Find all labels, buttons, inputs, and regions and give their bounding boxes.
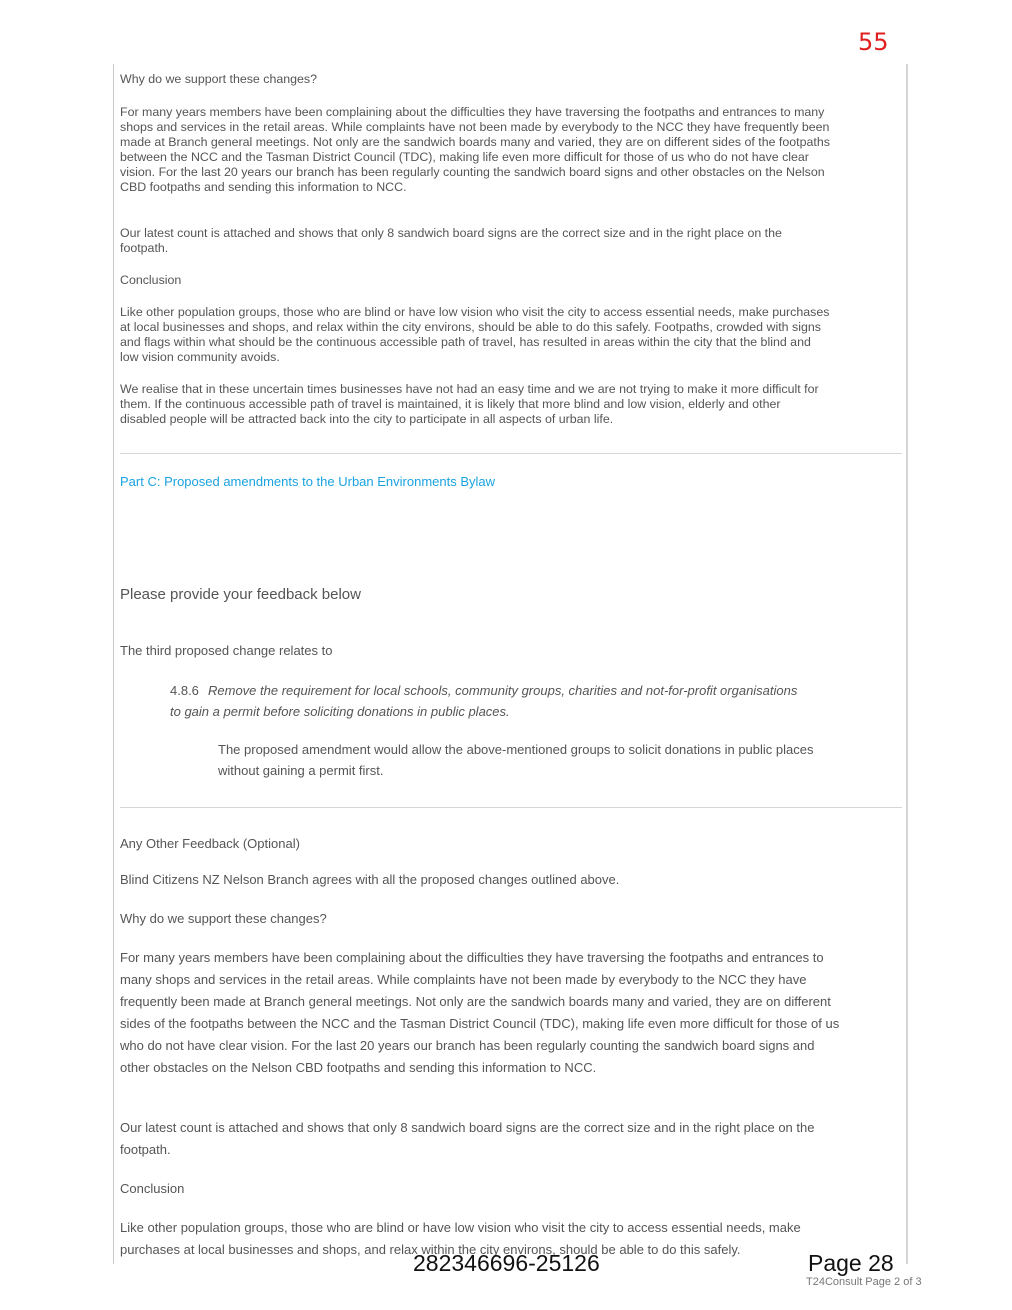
document-id: 282346696-25126 [413, 1250, 600, 1276]
divider [120, 453, 902, 454]
page-label: Page 28 [808, 1250, 894, 1276]
other-feedback-heading: Any Other Feedback (Optional) [120, 836, 300, 851]
paragraph-footpaths-1: For many years members have been complaining about the difficulties they have traversing the footpaths and entrances to many shops and services in the retail areas. While complaints have not been made by everybody to the NCC they have frequently been made at Branch general meetings. Not only are the sandwich boards many and varied, they are on different sides of the footpaths between the NCC and the Tasman District Council (TDC), making life even more difficult for those of us who do not have clear vision. For the last 20 years our branch has been regularly counting the sandwich board signs and other obstacles on the Nelson CBD footpaths and sending this information to NCC. [120, 105, 830, 194]
page-number: 55 [858, 28, 889, 56]
part-c-heading: Part C: Proposed amendments to the Urban Environments Bylaw [120, 474, 496, 489]
paragraph-footpaths-2: For many years members have been complaining about the difficulties they have traversing the footpaths and entrances to many shops and services in the retail areas. While complaints have not been made by everybody to the NCC they have frequently been made at Branch general meetings. Not only are the sandwich boards many and varied, they are on different sides of the footpaths between the NCC and the Tasman District Council (TDC), making life even more difficult for those of us who do not have clear vision. For the last 20 years our branch has been regularly counting the sandwich board signs and other obstacles on the Nelson CBD footpaths and sending this information to NCC. [120, 950, 840, 1075]
content-border-left [113, 64, 114, 1264]
content-border-right [906, 64, 908, 1264]
conclusion-heading-1: Conclusion [120, 273, 182, 287]
amendment-item [170, 680, 810, 722]
amendment-explanation: The proposed amendment would allow the above-mentioned groups to solicit donations in public places without gaining a permit first. [218, 742, 814, 778]
third-change-label: The third proposed change relates to [120, 643, 333, 658]
paragraph-latest-count-1: Our latest count is attached and shows that only 8 sandwich board signs are the correct size and in the right place on the footpath. [120, 226, 782, 255]
why-heading-1: Why do we support these changes? [120, 72, 317, 86]
paragraph-conclusion-1: Like other population groups, those who are blind or have low vision who visit the city to access essential needs, make purchases at local businesses and shops, and relax within the city environs, should be able to do this safely. Footpaths, crowded with signs and flags within what should be the continuous accessible path of travel, has resulted in areas within the city that the blind and low vision community avoids. [120, 305, 830, 364]
paragraph-uncertain-times: We realise that in these uncertain times businesses have not had an easy time and we are not trying to make it more difficult for them. If the continuous accessible path of travel is maintained, it is likely that more blind and low vision, elderly and other disabled people will be attracted back into the city to participate in all aspects of urban life. [120, 382, 819, 426]
amendment-number: 4.8.6 [170, 683, 199, 698]
conclusion-heading-2: Conclusion [120, 1181, 185, 1196]
paragraph-latest-count-2: Our latest count is attached and shows that only 8 sandwich board signs are the correct size and in the right place on the footpath. [120, 1120, 815, 1157]
feedback-heading: Please provide your feedback below [120, 586, 361, 603]
consult-page-info: T24Consult Page 2 of 3 [806, 1276, 922, 1288]
paragraph-conclusion-2: Like other population groups, those who are blind or have low vision who visit the city to access essential needs, make purchases at local businesses and shops, and relax within the city environs, should be able to do this safely. [120, 1220, 801, 1257]
divider [120, 807, 902, 808]
why-heading-2: Why do we support these changes? [120, 911, 327, 926]
agree-statement: Blind Citizens NZ Nelson Branch agrees with all the proposed changes outlined above. [120, 872, 620, 887]
amendment-text: Remove the requirement for local schools, community groups, charities and not-for-profit organisations to gain a permit before soliciting donations in public places. [170, 683, 798, 719]
